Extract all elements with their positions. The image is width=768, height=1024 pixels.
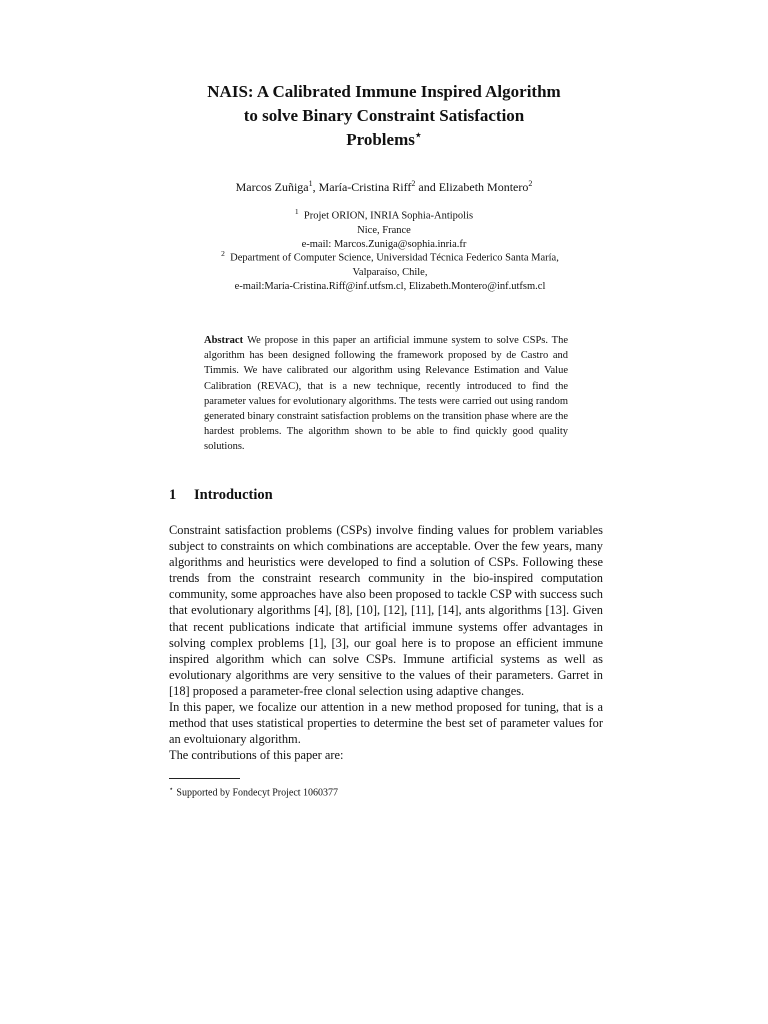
author-affiliation-marker: 2 — [528, 179, 533, 188]
affiliation-1 — [262, 205, 506, 252]
affiliation-marker: 1 — [294, 207, 299, 216]
author-list — [130, 176, 638, 195]
footnote-text: Supported by Fondecyt Project 1060377 — [176, 787, 339, 799]
affiliation-email: e-mail:María-Cristina.Riff@inf.utfsm.cl, Elizabeth.Montero@inf.utfsm.cl — [234, 280, 546, 292]
title-line: NAIS: A Calibrated Immune Inspired Algorithm — [207, 82, 561, 101]
section-body — [169, 522, 603, 763]
section-heading — [169, 487, 273, 504]
title-line: to solve Binary Constraint Satisfaction — [243, 106, 525, 125]
section-title: Introduction — [194, 487, 273, 503]
affiliation-email: e-mail: Marcos.Zuniga@sophia.inria.fr — [301, 238, 467, 250]
footnote-marker: ⋆ — [169, 785, 174, 793]
paragraph: Constraint satisfaction problems (CSPs) involve finding values for problem variables subject to constraints on which combinations are acceptable. Over the few years, many algorithms and heuristics were developed to find a solution of CSPs. Following these trends from the constraint research community in the bio-inspired computation community, some approaches have also been proposed to tackle CSP with success such that evolutionary algorithms [4], [8], [10], [12], [11], [14], ants algorithms [13]. Given that recent publications indicate that artificial immune systems offer advantages in solving complex problems [1], [3], our goal here is to propose an efficient immune inspired algorithm which can solve CSPs. Immune artificial systems as well as evolutionary algorithms are very sensitive to the values of their parameters. Garret in [18] proposed a parameter-free clonal selection using adaptive changes. — [169, 523, 603, 698]
paragraph: The contributions of this paper are: — [169, 748, 344, 763]
paper-title — [130, 80, 638, 152]
affiliation-line: Nice, France — [357, 224, 411, 236]
affiliation-line: $^2$ Department of Computer Science, Universidad Técnica Federico Santa María, — [221, 249, 559, 264]
abstract-text: We propose in this paper an artificial immune system to solve CSPs. The algorithm has been designed following the framework proposed by de Castro and Timmis. We have calibrated our algorithm using Relevance Estimation and Value Calibration (REVAC), that is a new technique, recently introduced to find the parameter values for evolutionary algorithms. The tests were carried out using random generated binary constraint satisfaction problems on the transition phase where are the hardest problems. The algorithm shown to be able to find quickly good quality solutions. — [204, 335, 568, 453]
author-name: María-Cristina Riff — [318, 180, 412, 194]
author-name: Elizabeth Montero — [438, 180, 529, 194]
section-number: 1 — [169, 487, 177, 503]
author-separator: and — [415, 180, 439, 194]
author-affiliation-marker: 1 — [308, 179, 313, 188]
footnote-rule — [169, 778, 240, 779]
title-footnote-marker: ⋆ — [414, 129, 422, 142]
footnote — [169, 782, 338, 800]
affiliation-2 — [180, 247, 600, 294]
abstract — [204, 333, 568, 455]
author-affiliation-marker: 2 — [411, 179, 416, 188]
author-separator: , — [312, 180, 319, 194]
affiliation-line: Valparaíso, Chile, — [352, 266, 428, 278]
affiliation-line: $^1$ Projet ORION, INRIA Sophia-Antipolis — [294, 207, 474, 222]
title-line: Problems⋆ — [346, 129, 422, 149]
affiliation-marker: 2 — [221, 249, 225, 258]
paragraph: In this paper, we focalize our attention in a new method proposed for tuning, that is a method that uses statistical properties to determine the best set of parameter values for an evoltuionary algorithm. — [169, 700, 603, 747]
abstract-label: Abstract — [204, 335, 244, 346]
author-name: Marcos Zuñiga — [235, 180, 309, 194]
